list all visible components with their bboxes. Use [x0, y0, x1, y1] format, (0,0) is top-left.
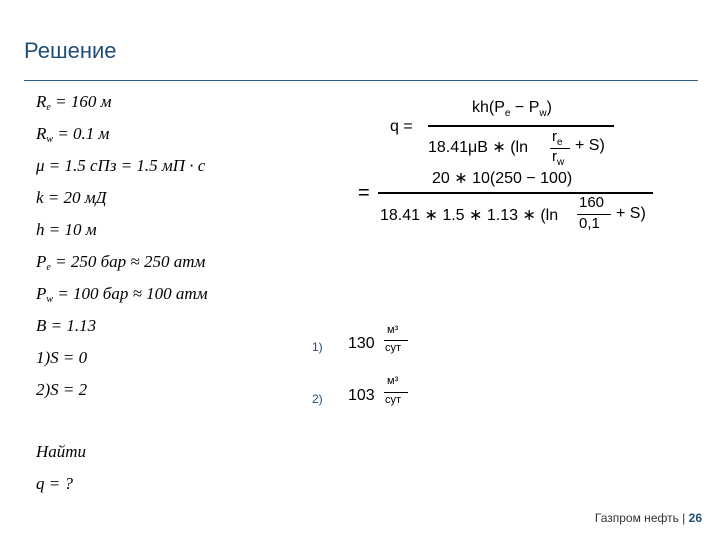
footer-company: Газпром нефть [594, 511, 679, 525]
answer-1-value: 130 [348, 335, 375, 352]
given-pw: $P_w = 100$ бар ≈ 100 атм [36, 284, 208, 305]
given-rw: $R_w = 0.1$ м [36, 124, 110, 145]
answer-2-unit-bot: сут [385, 394, 402, 406]
answer-1-label: 1) [312, 340, 323, 354]
answer-2-value: 103 [348, 387, 375, 404]
given-re: $R_e = 160$ м [36, 92, 112, 113]
given-mu: μ = 1.5 сПз = 1.5 мП · с [36, 156, 206, 175]
formula-fden: 0,1 [579, 215, 600, 232]
formula-numerator-1: $kh(P_e - P_w)$ [472, 99, 552, 120]
formula-fnum: 160 [579, 194, 605, 211]
fraction-bar-2 [378, 192, 653, 194]
formula-denominator-1-b: + S) [575, 137, 605, 154]
page-title: Решение [24, 38, 117, 63]
given-pe: $P_e = 250$ бар ≈ 250 атм [36, 252, 206, 273]
given-s2: 2)S = 2 [36, 380, 88, 399]
given-h: h = 10 м [36, 220, 97, 239]
title-divider [24, 80, 698, 81]
answer-1-unit-bot: сут [385, 342, 402, 354]
answer-2-unit-top: м³ [387, 375, 399, 387]
answer-1-unit-top: м³ [387, 324, 399, 336]
given-b: B = 1.13 [36, 316, 97, 335]
given-k: k = 20 мД [36, 188, 107, 207]
answer-2-unit-bar [384, 392, 408, 393]
formula-numerator-2: 20 ∗ 10(250 − 100) [432, 170, 573, 187]
answer-2-label: 2) [312, 392, 323, 406]
find-label: Найти [36, 442, 87, 461]
formula-eq2: = [358, 182, 370, 204]
fraction-bar-1 [428, 125, 614, 127]
formula-q-eq: q = [390, 118, 413, 135]
formula-re: $r_e$ [552, 128, 563, 148]
given-s1: 1)S = 0 [36, 348, 88, 367]
page-number: 26 [688, 511, 702, 525]
find-q: q = ? [36, 474, 73, 493]
formula-denominator-1-a: 18.41μB ∗ (ln [428, 139, 529, 156]
answer-1-unit-bar [384, 340, 408, 341]
footer: Газпром нефть | 26 [594, 511, 702, 525]
formula-denominator-2-a: 18.41 ∗ 1.5 ∗ 1.13 ∗ (ln [380, 207, 559, 224]
formula-denominator-2-b: + S) [616, 205, 646, 222]
formula-rw: $r_w$ [552, 148, 565, 168]
